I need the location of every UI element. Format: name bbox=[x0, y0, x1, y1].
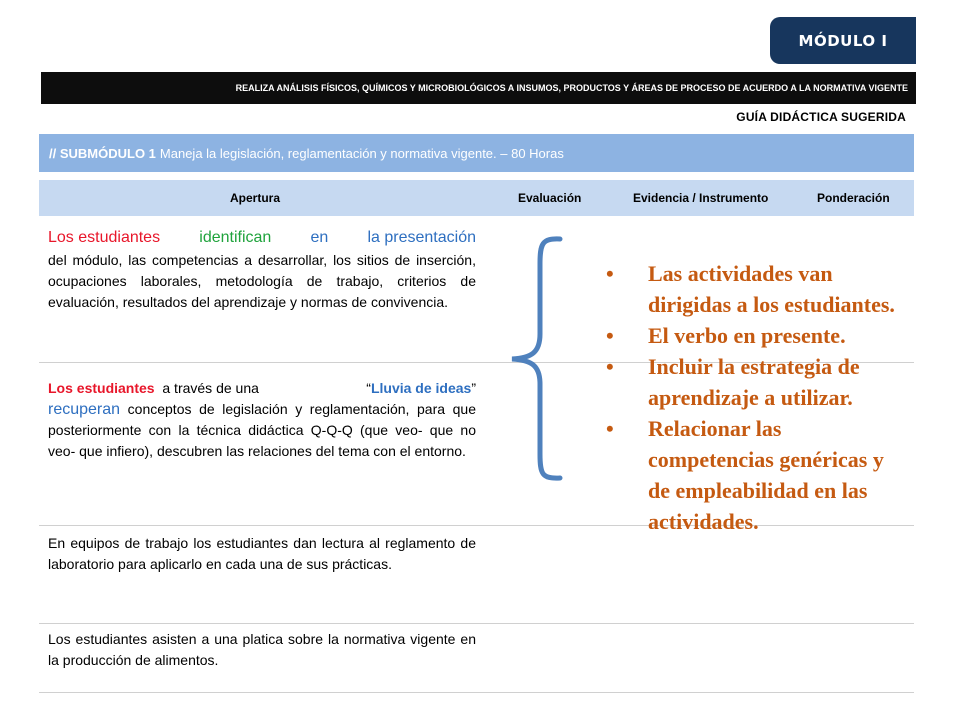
submodule-prefix: // SUBMÓDULO 1 bbox=[49, 145, 156, 161]
submodule-text: Maneja la legislación, reglamentación y normativa vigente. – 80 Horas bbox=[159, 145, 564, 161]
column-header-ponderacion: Ponderación bbox=[817, 191, 890, 205]
bullet-icon: • bbox=[606, 416, 614, 441]
guide-label: GUÍA DIDÁCTICA SUGERIDA bbox=[736, 110, 906, 124]
row1-verb: identifican bbox=[199, 229, 272, 246]
row2-open-quote: “ bbox=[366, 380, 371, 396]
bullet-icon: • bbox=[606, 323, 614, 348]
table-header bbox=[39, 180, 914, 216]
column-header-apertura: Apertura bbox=[230, 191, 281, 205]
notes-list bbox=[606, 258, 911, 537]
table-row bbox=[48, 226, 476, 313]
module-tab: MÓDULO I bbox=[770, 17, 916, 64]
row2-connector: a través de una bbox=[162, 380, 259, 396]
row-divider bbox=[39, 692, 914, 693]
note-item: • Incluir la estrategia de aprendizaje a utilizar. bbox=[606, 351, 911, 413]
note-item: • El verbo en presente. bbox=[606, 320, 911, 351]
row4-text: Los estudiantes asisten a una platica sobre la normativa vigente en la producción de alimentos. bbox=[48, 631, 476, 668]
bullet-icon: • bbox=[606, 354, 614, 379]
submodule-bar bbox=[39, 134, 914, 172]
row2-strategy: Lluvia de ideas bbox=[370, 380, 472, 396]
row1-text: del módulo, las competencias a desarrollar, los sitios de inserción, ocupaciones laborales, metodología de trabajo, criterios de evaluación, resultados del aprendizaje y normas de convivencia. bbox=[48, 252, 476, 310]
row2-text: conceptos de legislación y reglamentación, para que posteriormente con la técnica didáctica Q-Q-Q (que veo- que no veo- que infiero), descubren las relaciones del tema con el entorno. bbox=[48, 401, 476, 459]
row2-close-quote: ” bbox=[471, 380, 476, 396]
row-divider bbox=[39, 623, 914, 624]
row1-object: la presentación bbox=[367, 229, 476, 246]
row1-subject: Los estudiantes bbox=[48, 229, 161, 246]
table-row bbox=[48, 629, 476, 671]
row1-prep: en bbox=[310, 229, 329, 246]
row2-verb: recuperan bbox=[48, 401, 121, 418]
table-row bbox=[48, 378, 476, 462]
note-item: • Relacionar las competencias genéricas y de empleabilidad en las actividades. bbox=[606, 413, 911, 537]
note-item: • Las actividades van dirigidas a los estudiantes. bbox=[606, 258, 911, 320]
module-title-text: REALIZA ANÁLISIS FÍSICOS, QUÍMICOS Y MICROBIOLÓGICOS A INSUMOS, PRODUCTOS Y ÁREAS DE PROCESO DE ACUERDO A LA NORMATIVA VIGENTE bbox=[235, 83, 908, 93]
table-row bbox=[48, 533, 476, 575]
column-header-evidencia: Evidencia / Instrumento bbox=[633, 191, 769, 205]
bullet-icon: • bbox=[606, 261, 614, 286]
column-header-evaluacion: Evaluación bbox=[518, 191, 582, 205]
curly-brace-icon bbox=[502, 234, 574, 484]
row2-subject: Los estudiantes bbox=[48, 380, 155, 396]
module-title-bar bbox=[41, 72, 916, 104]
row3-text: En equipos de trabajo los estudiantes dan lectura al reglamento de laboratorio para aplicarlo en cada una de sus prácticas. bbox=[48, 535, 476, 572]
